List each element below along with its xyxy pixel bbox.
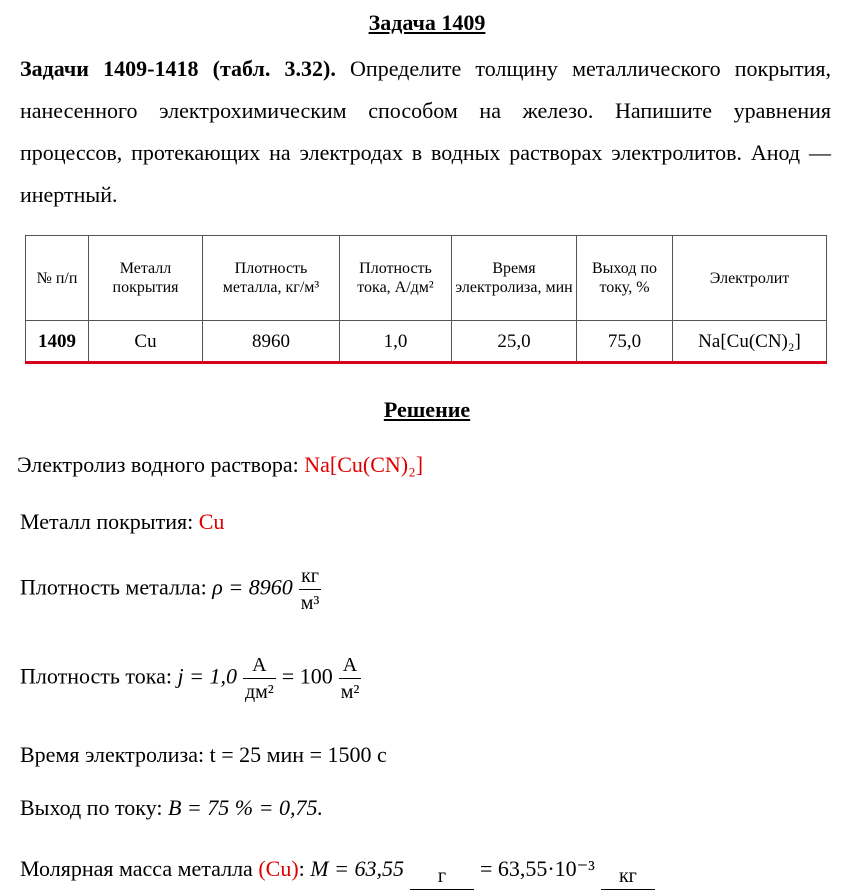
header-cell: Плотность тока, А/дм² [340, 236, 452, 321]
value: Na[Cu(CN)₂] [304, 452, 424, 477]
header-cell: № п/п [26, 236, 89, 321]
electrolysis-line [17, 452, 423, 478]
problem-ref: Задачи 1409-1418 (табл. 3.32). [20, 56, 336, 81]
cell: Cu [89, 321, 203, 363]
fraction [339, 652, 362, 705]
cell: 25,0 [452, 321, 577, 363]
current-line [20, 652, 367, 705]
value: Cu [198, 509, 225, 534]
label: Время электролиза: [20, 742, 210, 767]
fraction [601, 863, 655, 890]
denominator: м² [340, 681, 360, 703]
value: t = 25 мин = 1500 с [209, 742, 387, 767]
metal: (Cu) [258, 856, 299, 881]
numerator: А [243, 652, 276, 679]
numerator: кг [299, 563, 322, 590]
header-cell: Плотность металла, кг/м³ [203, 236, 340, 321]
table-row [26, 321, 827, 363]
formula: ρ = 8960 [212, 574, 293, 600]
density-line [20, 563, 327, 616]
metal-line [20, 509, 224, 535]
fraction [410, 863, 474, 890]
header-cell: Металл покрытия [89, 236, 203, 321]
header-cell: Выход по току, % [577, 236, 673, 321]
cell: 75,0 [577, 321, 673, 363]
denominator: м³ [300, 592, 320, 614]
formula: = 63,55·10⁻³ [479, 856, 595, 881]
value: B = 75 % = 0,75. [167, 795, 323, 820]
data-table [25, 235, 827, 364]
table-header-row [26, 236, 827, 321]
label: Выход по току: [20, 795, 168, 820]
formula: = 100 [281, 663, 333, 689]
formula: M = 63,55 [310, 856, 404, 881]
time-line [20, 742, 387, 768]
formula: j = 1,0 [177, 663, 237, 689]
label: Электролиз водного раствора: [17, 452, 305, 477]
problem-statement [20, 48, 831, 216]
solution-heading: Решение [383, 397, 471, 422]
numerator: г [410, 863, 474, 890]
header-cell: Время электролиза, мин [452, 236, 577, 321]
page-title: Задача 1409 [368, 10, 486, 35]
fraction [299, 563, 322, 616]
cell: 1,0 [340, 321, 452, 363]
numerator: кг [601, 863, 655, 890]
cell: 1409 [26, 321, 89, 363]
colon: : [298, 856, 311, 881]
label: Плотность металла: [20, 574, 213, 600]
yield-line [20, 795, 323, 821]
label: Молярная масса металла [20, 856, 259, 881]
cell: Na[Cu(CN)₂] [673, 321, 827, 363]
fraction [243, 652, 276, 705]
molar-mass-line [20, 856, 661, 890]
cell: 8960 [203, 321, 340, 363]
problem-text: Определите толщину металлического покрытия, нанесенного электрохимическим способом на железо. Напишите уравнения процессов, протекающих на электродах в водных растворах электролитов. Анод — инертный. [20, 56, 831, 207]
denominator: дм² [244, 681, 274, 703]
label: Металл покрытия: [20, 509, 199, 534]
header-cell: Электролит [673, 236, 827, 321]
numerator: А [339, 652, 362, 679]
label: Плотность тока: [20, 663, 178, 689]
